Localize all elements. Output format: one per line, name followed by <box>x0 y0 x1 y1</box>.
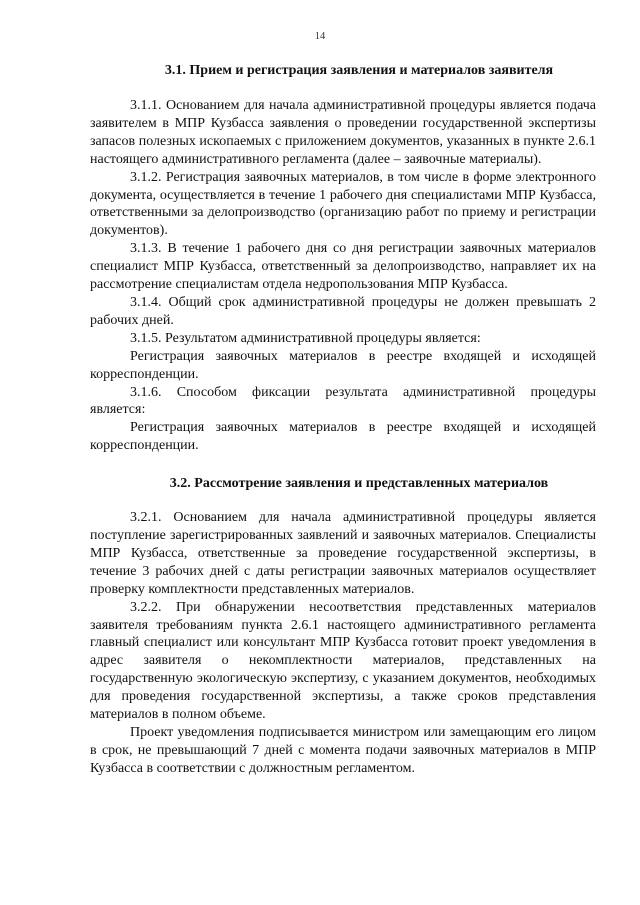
paragraph-3-1-6-result: Регистрация заявочных материалов в реестре входящей и исходящей корреспонденции. <box>90 420 596 454</box>
page-number: 14 <box>314 31 326 42</box>
document-body <box>90 62 596 778</box>
paragraph-3-2-2: 3.2.2. При обнаружении несоответствия представленных материалов заявителя требованиям пункта 2.6.1 настоящего административного регламента главный специалист или консультант МПР Кузбасса готовит проект уведомления в адрес заявителя о некомплектности материалов, представленных на государственную экологическую экспертизу, с указанием документов, необходимых для проведения государственной экспертизы, а также сроков представления материалов в полном объеме. <box>90 599 596 723</box>
paragraph-3-2-1: 3.2.1. Основанием для начала административной процедуры является поступление зарегистрированных заявлений и заявочных материалов. Специалисты МПР Кузбасса, ответственные за проведение государственной экспертизы, в течение 3 рабочих дней с даты регистрации заявочных материалов осуществляет проверку комплектности представленных материалов. <box>90 510 596 597</box>
paragraph-3-1-1: 3.1.1. Основанием для начала административной процедуры является подача заявителем в МПР Кузбасса заявления о проведении государственной экспертизы запасов полезных ископаемых с приложением документов, указанных в пункте 2.6.1 настоящего административного регламента (далее – заявочные материалы). <box>90 98 596 167</box>
paragraph-3-2-2-notice: Проект уведомления подписывается министром или замещающим его лицом в срок, не превышающий 7 дней с момента подачи заявочных материалов в МПР Кузбасса в соответствии с должностным регламентом. <box>90 725 596 776</box>
section-heading-3-2: 3.2. Рассмотрение заявления и представленных материалов <box>169 476 549 492</box>
paragraph-3-1-4: 3.1.4. Общий срок административной процедуры не должен превышать 2 рабочих дней. <box>90 294 596 328</box>
paragraph-3-1-5: 3.1.5. Результатом административной процедуры является: <box>130 330 481 346</box>
paragraph-3-1-6: 3.1.6. Способом фиксации результата административной процедуры является: <box>90 384 596 418</box>
section-heading-3-1: 3.1. Прием и регистрация заявления и материалов заявителя <box>164 63 554 78</box>
paragraph-3-1-5-result: Регистрация заявочных материалов в реестре входящей и исходящей корреспонденции. <box>90 348 596 382</box>
paragraph-3-1-2: 3.1.2. Регистрация заявочных материалов, в том числе в форме электронного документа, осуществляется в течение 1 рабочего дня специалистами МПР Кузбасса, ответственными за делопроизводство (организацию работ по приему и регистрации документов). <box>90 169 596 239</box>
paragraph-3-1-3: 3.1.3. В течение 1 рабочего дня со дня регистрации заявочных материалов специалист МПР Кузбасса, ответственный за делопроизводство, направляет их на рассмотрение специалистам отдела недропользования МПР Кузбасса. <box>90 241 596 293</box>
